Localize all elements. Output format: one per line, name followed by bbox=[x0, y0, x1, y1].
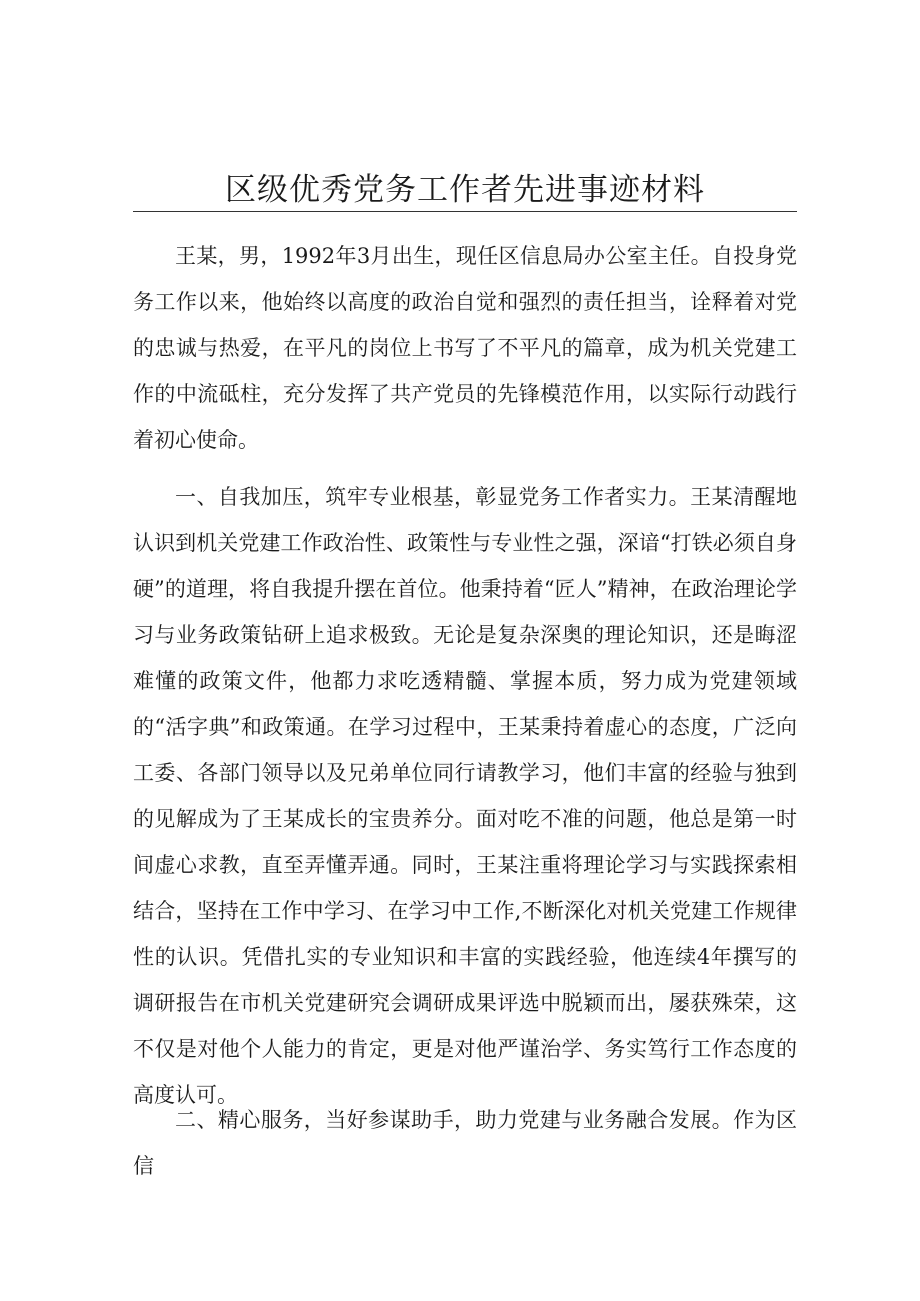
intro-paragraph: 王某，男，1992年3月出生，现任区信息局办公室主任。自投身党务工作以来，他始终以高度的政治自觉和强烈的责任担当，诠释着对党的忠诚与热爱，在平凡的岗位上书写了不平凡的篇章，成为机关党建工作的中流砥柱，充分发挥了共产党员的先锋模范作用，以实际行动践行着初心使命。 bbox=[133, 244, 797, 452]
document-title: 区级优秀党务工作者先进事迹材料 bbox=[225, 172, 705, 208]
section-one-paragraph: 一、自我加压，筑牢专业根基，彰显党务工作者实力。王某清醒地认识到机关党建工作政治性、政策性与专业性之强，深谙“打铁必须自身硬”的道理，将自我提升摆在首位。他秉持着“匠人”精神，在政治理论学习与业务政策钻研上追求极致。无论是复杂深奥的理论知识，还是晦涩难懂的政策文件，他都力求吃透精髓、掌握本质，努力成为党建领域的“活字典”和政策通。在学习过程中，王某秉持着虚心的态度，广泛向工委、各部门领导以及兄弟单位同行请教学习，他们丰富的经验与独到的见解成为了王某成长的宝贵养分。面对吃不准的问题，他总是第一时间虚心求教，直至弄懂弄通。同时，王某注重将理论学习与实践探索相结合，坚持在工作中学习、在学习中工作,不断深化对机关党建工作规律性的认识。凭借扎实的专业知识和丰富的实践经验，他连续4年撰写的调研报告在市机关党建研究会调研成果评选中脱颖而出，屡获殊荣，这不仅是对他个人能力的肯定，更是对他严谨治学、务实笃行工作态度的高度认可。 bbox=[133, 485, 797, 1107]
section-two-paragraph: 二、精心服务，当好参谋助手，助力党建与业务融合发展。作为区信 bbox=[133, 1108, 797, 1178]
title-underline-divider bbox=[133, 211, 797, 212]
